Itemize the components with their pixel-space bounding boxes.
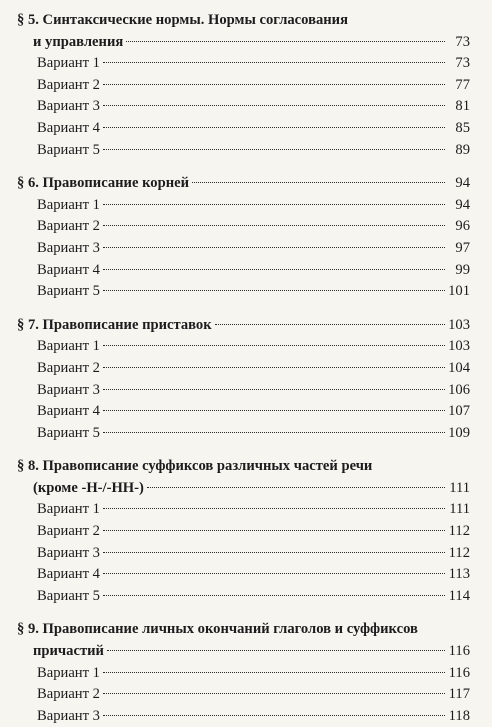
variant-row[interactable]: [17, 75, 470, 97]
variant-row[interactable]: [17, 96, 470, 118]
page-number: 101: [448, 283, 470, 300]
variant-label: Вариант 1: [37, 55, 100, 72]
section-title-line: § 5. Синтаксические нормы. Нормы согласования: [17, 12, 348, 28]
variant-label: Вариант 1: [37, 501, 100, 518]
variant-row[interactable]: [17, 238, 470, 260]
section-heading-row[interactable]: [17, 173, 470, 195]
page-number: 112: [448, 523, 470, 540]
page-number: 73: [455, 33, 470, 50]
page-number: 118: [448, 707, 470, 724]
variant-label: Вариант 1: [37, 338, 100, 355]
variant-label: Вариант 2: [37, 686, 100, 703]
section-title-line: (кроме -Н-/-НН-): [33, 479, 144, 496]
toc-section-5: [17, 10, 470, 161]
variant-label: Вариант 2: [37, 76, 100, 93]
variant-label: Вариант 5: [37, 141, 100, 158]
variant-row[interactable]: [17, 195, 470, 217]
variant-row[interactable]: [17, 118, 470, 140]
dot-leader: [103, 204, 445, 205]
variant-label: Вариант 2: [37, 218, 100, 235]
variant-row[interactable]: [17, 663, 470, 685]
page-number: 117: [448, 686, 470, 703]
variant-row[interactable]: [17, 543, 470, 565]
page-number: 111: [449, 479, 470, 496]
variant-label: Вариант 5: [37, 424, 100, 441]
section-title-line: причастий: [33, 643, 104, 660]
section-heading-row[interactable]: [17, 32, 470, 54]
dot-leader: [107, 650, 445, 651]
variant-label: Вариант 1: [37, 664, 100, 681]
toc-section-6: [17, 173, 470, 303]
page-number: 85: [455, 119, 470, 136]
page-number: 73: [455, 55, 470, 72]
variant-label: Вариант 2: [37, 523, 100, 540]
variant-label: Вариант 5: [37, 587, 100, 604]
variant-label: Вариант 4: [37, 261, 100, 278]
dot-leader: [147, 487, 445, 488]
dot-leader: [103, 595, 445, 596]
dot-leader: [103, 693, 445, 694]
page-number: 99: [455, 261, 470, 278]
variant-row[interactable]: [17, 401, 470, 423]
variant-row[interactable]: [17, 586, 470, 608]
dot-leader: [103, 62, 445, 63]
toc-section-9: [17, 619, 470, 727]
dot-leader: [103, 247, 445, 248]
dot-leader: [103, 715, 445, 716]
page-number: 107: [448, 403, 470, 420]
page-number: 94: [455, 175, 470, 192]
variant-label: Вариант 3: [37, 707, 100, 724]
dot-leader: [103, 84, 445, 85]
dot-leader: [103, 105, 445, 106]
page-number: 109: [448, 424, 470, 441]
variant-row[interactable]: [17, 423, 470, 445]
variant-label: Вариант 3: [37, 98, 100, 115]
dot-leader: [192, 182, 445, 183]
variant-row[interactable]: [17, 260, 470, 282]
page-number: 106: [448, 381, 470, 398]
page-number: 97: [455, 239, 470, 256]
variant-row[interactable]: [17, 380, 470, 402]
variant-row[interactable]: [17, 358, 470, 380]
section-title-line: § 8. Правописание суффиксов различных частей речи: [17, 458, 373, 475]
page-number: 89: [455, 141, 470, 158]
page-number: 103: [448, 338, 470, 355]
page-number: 113: [448, 566, 470, 583]
variant-label: Вариант 5: [37, 283, 100, 300]
dot-leader: [103, 508, 445, 509]
dot-leader: [103, 552, 445, 553]
variant-row[interactable]: [17, 140, 470, 162]
dot-leader: [103, 410, 445, 411]
section-title-line: § 9. Правописание личных окончаний глаголов и суффиксов: [17, 621, 418, 638]
dot-leader: [103, 672, 445, 673]
variant-label: Вариант 4: [37, 119, 100, 136]
dot-leader: [103, 290, 445, 291]
toc-section-8: [17, 456, 470, 607]
dot-leader: [103, 127, 445, 128]
page-number: 112: [448, 544, 470, 561]
variant-row[interactable]: [17, 521, 470, 543]
variant-row[interactable]: [17, 336, 470, 358]
dot-leader: [103, 530, 445, 531]
variant-label: Вариант 3: [37, 239, 100, 256]
variant-row[interactable]: [17, 706, 470, 727]
dot-leader: [103, 269, 445, 270]
variant-label: Вариант 3: [37, 544, 100, 561]
variant-row[interactable]: [17, 564, 470, 586]
variant-row[interactable]: [17, 499, 470, 521]
page-number: 114: [448, 587, 470, 604]
dot-leader: [103, 389, 445, 390]
toc-section-7: [17, 315, 470, 445]
dot-leader: [103, 432, 445, 433]
variant-row[interactable]: [17, 53, 470, 75]
page-number: 116: [448, 664, 470, 681]
dot-leader: [103, 367, 445, 368]
section-title-line: § 7. Правописание приставок: [17, 316, 212, 333]
section-heading-row[interactable]: [17, 641, 470, 663]
page-number: 111: [449, 501, 470, 518]
dot-leader: [103, 225, 445, 226]
variant-row[interactable]: [17, 684, 470, 706]
section-heading-row[interactable]: [17, 315, 470, 337]
variant-row[interactable]: [17, 281, 470, 303]
page-number: 116: [448, 643, 470, 660]
variant-label: Вариант 1: [37, 196, 100, 213]
page-number: 81: [455, 98, 470, 115]
dot-leader: [215, 324, 445, 325]
variant-label: Вариант 2: [37, 359, 100, 376]
page-number: 96: [455, 218, 470, 235]
section-title-line: § 6. Правописание корней: [17, 175, 190, 192]
page-number: 103: [448, 316, 470, 333]
page-number: 77: [455, 76, 470, 93]
dot-leader: [103, 573, 445, 574]
section-heading-row[interactable]: [17, 478, 470, 500]
page-number: 94: [455, 196, 470, 213]
variant-label: Вариант 4: [37, 566, 100, 583]
page-number: 104: [448, 359, 470, 376]
section-title-line: и управления: [33, 33, 124, 50]
variant-label: Вариант 3: [37, 381, 100, 398]
dot-leader: [126, 41, 445, 42]
dot-leader: [103, 345, 445, 346]
variant-row[interactable]: [17, 216, 470, 238]
variant-label: Вариант 4: [37, 403, 100, 420]
dot-leader: [103, 149, 445, 150]
